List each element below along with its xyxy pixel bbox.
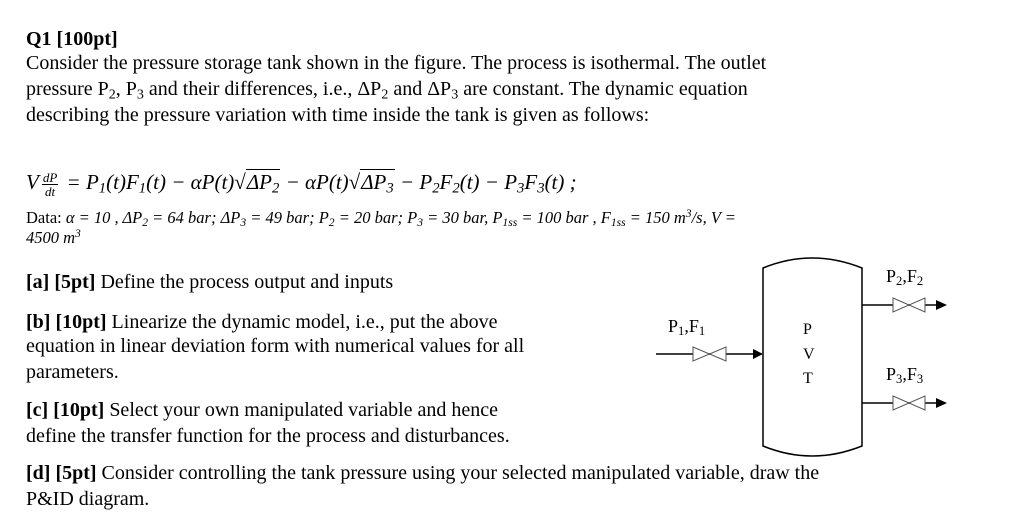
subscript: 2: [271, 180, 280, 197]
outlet-2-label: [886, 266, 923, 287]
question-d-text: Consider controlling the tank pressure using your selected manipulated variable, draw the: [101, 462, 820, 484]
subscript: 2: [381, 87, 389, 103]
tank-label-t: T: [803, 370, 813, 387]
text-segment: Data:: [26, 208, 66, 227]
subscript: 2: [108, 87, 116, 103]
text-segment: F: [524, 170, 538, 194]
question-b-line-2: equation in linear deviation form with numerical values for all: [26, 335, 525, 357]
eq-frac-num: dP: [42, 169, 58, 185]
eq-lhs: V: [26, 170, 39, 194]
question-c-tag: [c] [10pt]: [26, 399, 105, 421]
subscript: 2: [432, 180, 440, 197]
text-segment: ΔP: [361, 170, 387, 194]
text-segment: = 20 bar; P: [334, 208, 418, 227]
text-segment: and ΔP: [388, 78, 452, 100]
text-segment: ΔP: [246, 170, 272, 194]
subscript: 1: [98, 180, 107, 197]
text-segment: (t) ;: [544, 170, 577, 194]
subscript: 2: [142, 216, 149, 229]
text-segment: P: [886, 364, 897, 384]
text-segment: (t) − αP(t)√: [146, 170, 246, 194]
text-segment: , P: [115, 78, 137, 100]
outlet-2-arrow-icon: [936, 300, 947, 310]
question-c-line-2: define the transfer function for the process and disturbances.: [26, 425, 510, 447]
text-segment: 4500 m: [26, 228, 76, 247]
tank-label-p: P: [803, 321, 812, 338]
text-segment: = 100 bar , F: [517, 208, 611, 227]
question-b-tag: [b] [10pt]: [26, 311, 107, 333]
inlet-valve-icon: [693, 347, 726, 361]
subscript: 3: [386, 180, 394, 197]
text-segment: ,F: [684, 316, 699, 336]
question-d-tag: [d] [5pt]: [26, 462, 97, 484]
text-segment: pressure P: [26, 78, 109, 100]
text-segment: − P: [394, 170, 433, 194]
text-segment: F: [439, 170, 453, 194]
text-segment: ,F: [902, 364, 917, 384]
question-a-tag: [a] [5pt]: [26, 271, 96, 293]
question-title: Q1 [100pt]: [26, 28, 118, 50]
text-segment: (t)F: [106, 170, 139, 194]
text-segment: /s, V =: [691, 208, 736, 227]
text-segment: and their differences, i.e., ΔP: [143, 78, 382, 100]
subscript: 1: [698, 324, 706, 339]
question-b-text: Linearize the dynamic model, i.e., put the above: [111, 311, 498, 333]
text-segment: describing the pressure variation with time inside the tank is given as follows:: [26, 104, 650, 126]
subscript: 3: [417, 216, 423, 229]
question-b-line-3: parameters.: [26, 361, 119, 383]
subscript: 2: [916, 274, 924, 289]
subscript: 2: [328, 216, 335, 229]
text-segment: = 150 m: [625, 208, 686, 227]
subscript: 3: [240, 216, 247, 229]
subscript: 3: [916, 372, 924, 387]
text-segment: = 64 bar; ΔP: [148, 208, 241, 227]
text-segment: − αP(t)√: [280, 170, 361, 194]
question-a-text: Define the process output and inputs: [100, 271, 394, 293]
superscript: 3: [75, 228, 81, 241]
eq-frac-den: dt: [44, 183, 56, 199]
subscript: 1ss: [502, 216, 518, 229]
inlet-label: [668, 316, 705, 337]
subscript: 1: [138, 180, 147, 197]
question-c-text: Select your own manipulated variable and hence: [109, 399, 499, 421]
subscript: 1ss: [610, 216, 626, 229]
text-segment: are constant. The dynamic equation: [458, 78, 748, 100]
subscript: 3: [451, 87, 459, 103]
text-segment: P: [886, 266, 897, 286]
text-segment: = P: [61, 170, 99, 194]
text-segment: Consider the pressure storage tank shown in the figure. The process is isothermal. The outlet: [26, 52, 767, 74]
outlet-3-arrow-icon: [936, 398, 947, 408]
question-d-line-2: P&ID diagram.: [26, 488, 150, 510]
tank-label-v: V: [803, 346, 815, 363]
subscript: 1: [678, 324, 685, 339]
superscript: 3: [685, 208, 692, 221]
outlet-2-valve-icon: [893, 298, 925, 312]
text-segment: (t) − P: [459, 170, 518, 194]
inlet-arrow-icon: [753, 349, 763, 359]
subscript: 3: [896, 372, 903, 387]
subscript: 2: [896, 274, 903, 289]
subscript: 3: [517, 180, 525, 197]
subscript: 2: [452, 180, 460, 197]
text-segment: = 30 bar, P: [422, 208, 503, 227]
outlet-3-valve-icon: [893, 396, 925, 410]
subscript: 3: [136, 87, 144, 103]
text-segment: ,F: [902, 266, 917, 286]
subscript: 3: [537, 180, 545, 197]
outlet-3-label: [886, 364, 923, 385]
text-segment: = 49 bar; P: [246, 208, 329, 227]
text-segment: α = 10 , ΔP: [65, 208, 143, 227]
text-segment: P: [668, 316, 679, 336]
